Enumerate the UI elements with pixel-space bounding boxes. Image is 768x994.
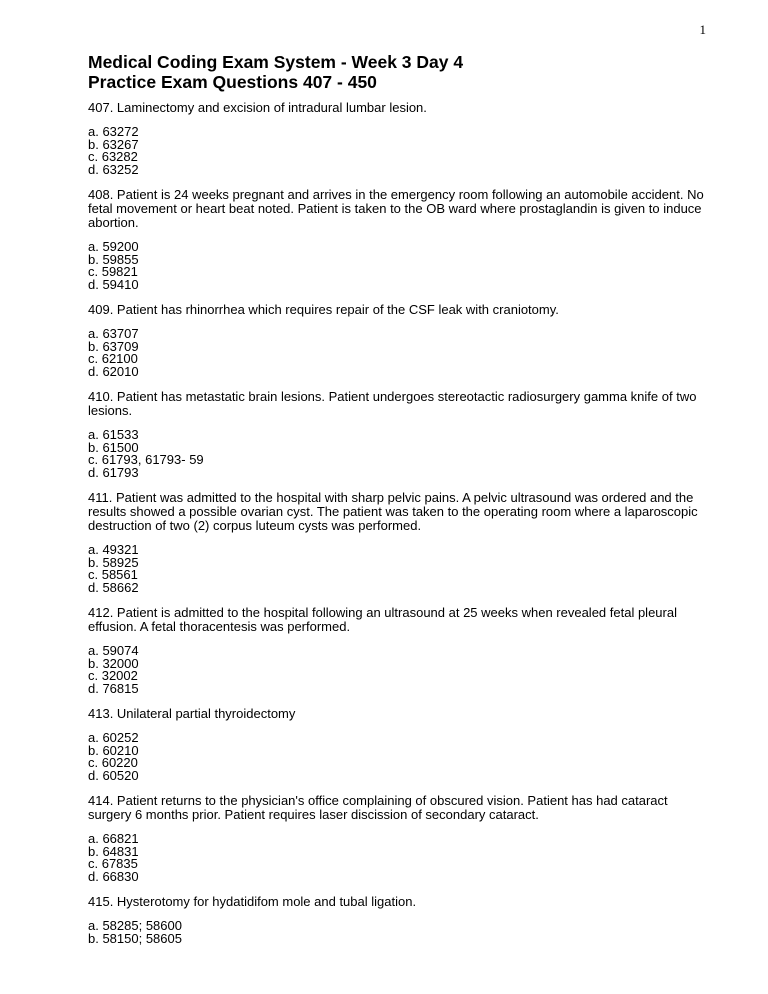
answer-option: a. 63272 [88,124,139,139]
answer-option: b. 59855 [88,251,139,267]
question-text: 407. Laminectomy and excision of intradural lumbar lesion. [88,100,427,115]
answer-option: b. 32000 [88,655,139,671]
answer-option: d. 63252 [88,161,139,177]
question-text: 411. Patient was admitted to the hospital with sharp pelvic pains. A pelvic ultrasound was ordered and the results showed a possible ovarian cyst. The patient was taken to the operating room where a laparoscopic destruction of two (2) corpus luteum cysts was performed. [88,490,698,533]
page-number: 1 [699,22,706,37]
question-text: 408. Patient is 24 weeks pregnant and arrives in the emergency room following an automobile accident. No fetal movement or heart beat noted. Patient is taken to the OB ward where prostaglandin is given to induce abortion. [88,187,704,230]
answer-option: d. 66830 [88,868,139,884]
answer-option: c. 58561 [88,567,138,582]
question-text: 410. Patient has metastatic brain lesions. Patient undergoes stereotactic radiosurgery gamma knife of two lesions. [88,389,697,418]
question-408 [88,188,708,291]
document-title [88,52,708,92]
answer-option: d. 59410 [88,276,139,292]
answer-option: a. 61533 [88,427,139,442]
answer-option: b. 64831 [88,843,139,859]
question-text: 414. Patient returns to the physician's office complaining of obscured vision. Patient has had cataract surgery 6 months prior. Patient requires laser discission of secondary cataract. [88,793,668,822]
question-413 [88,707,708,782]
answer-option: d. 58662 [88,579,139,595]
title-line-1: Medical Coding Exam System - Week 3 Day 4 [88,52,464,72]
answer-option: d. 60520 [88,767,139,783]
answer-option: c. 32002 [88,668,138,683]
answer-option: b. 63267 [88,136,139,152]
answer-option: c. 63282 [88,149,138,164]
answer-option: c. 59821 [88,264,138,279]
question-text: 409. Patient has rhinorrhea which requires repair of the CSF leak with craniotomy. [88,302,559,317]
question-text: 412. Patient is admitted to the hospital following an ultrasound at 25 weeks when revealed fetal pleural effusion. A fetal thoracentesis was performed. [88,605,677,634]
document-body [88,52,708,957]
question-text: 415. Hysterotomy for hydatidifom mole and tubal ligation. [88,894,417,909]
answer-option: b. 58925 [88,554,139,570]
answer-option: a. 63707 [88,326,139,341]
answer-option: a. 58285; 58600 [88,918,182,933]
answer-option: b. 61500 [88,439,139,455]
question-text: 413. Unilateral partial thyroidectomy [88,706,296,721]
answer-option: a. 66821 [88,831,139,846]
question-410 [88,390,708,479]
answer-option: d. 76815 [88,680,139,696]
answer-option: d. 61793 [88,464,139,480]
answer-option: c. 60220 [88,755,138,770]
answer-option: c. 62100 [88,351,138,366]
answer-option: d. 62010 [88,363,139,379]
answer-option: a. 60252 [88,730,139,745]
question-411 [88,491,708,594]
answer-option: b. 58150; 58605 [88,930,182,946]
answer-option: b. 63709 [88,338,139,354]
question-414 [88,794,708,883]
question-409 [88,303,708,378]
answer-option: c. 61793, 61793- 59 [88,452,204,467]
answer-option: b. 60210 [88,742,139,758]
answer-option: c. 67835 [88,856,138,871]
question-407 [88,101,708,176]
answer-option: a. 49321 [88,542,139,557]
question-415 [88,895,708,945]
title-line-2: Practice Exam Questions 407 - 450 [88,72,377,92]
answer-option: a. 59074 [88,643,139,658]
answer-option: a. 59200 [88,239,139,254]
question-412 [88,606,708,695]
